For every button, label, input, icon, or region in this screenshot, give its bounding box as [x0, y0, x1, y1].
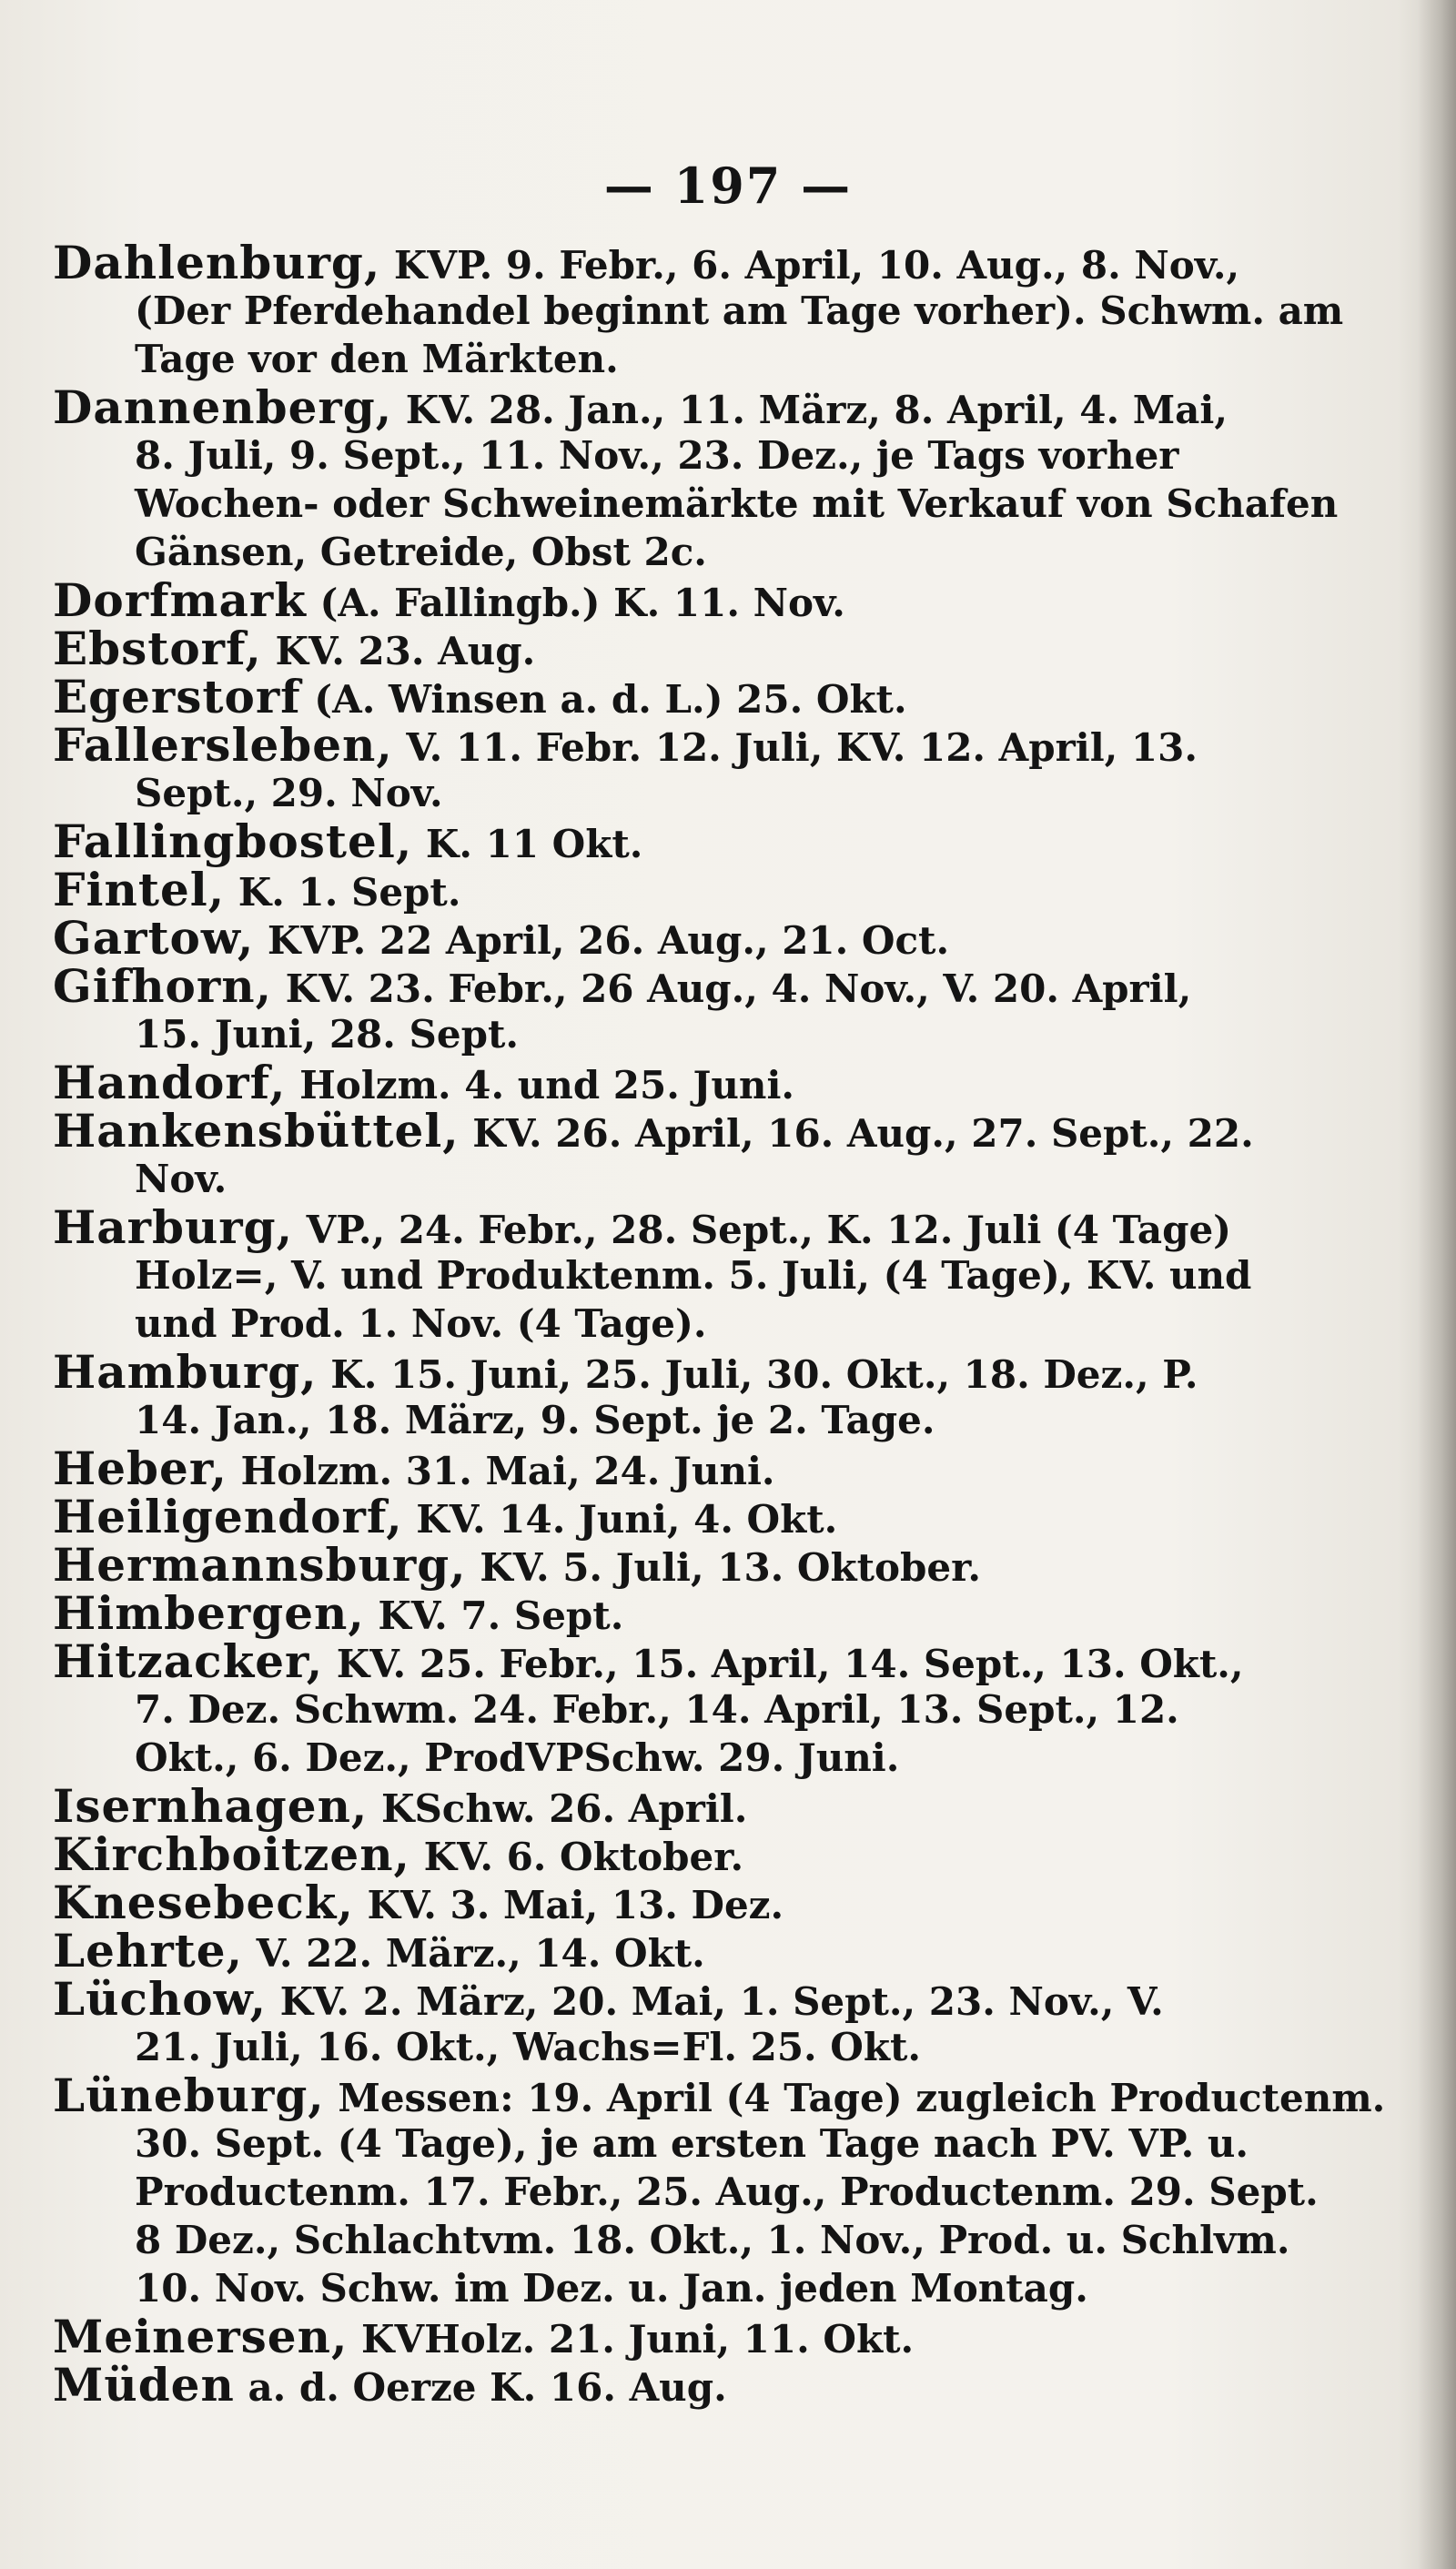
place-name: Hamburg,	[53, 1345, 318, 1399]
entry-text: 7. Dez. Schwm. 24. Febr., 14. April, 13. Sept., 12.	[135, 1687, 1179, 1732]
entry-text: KV. 5. Juli, 13. Oktober.	[466, 1545, 981, 1590]
entry-continuation-line	[53, 1010, 1190, 1058]
entry-text: (A. Winsen a. d. L.) 25. Okt.	[300, 677, 907, 722]
entry-first-line	[53, 1924, 1190, 1977]
entry-text: (A. Fallingb.) K. 11. Nov.	[306, 581, 845, 625]
market-entry	[53, 1779, 1190, 1833]
place-name: Kirchboitzen,	[53, 1827, 410, 1881]
entry-first-line	[53, 670, 1190, 723]
entry-first-line	[53, 1058, 1190, 1107]
entry-continuation-line	[53, 480, 1339, 528]
market-entry	[53, 2068, 1386, 2312]
entry-text: KV. 28. Jan., 11. März, 8. April, 4. Mai,	[392, 388, 1228, 432]
market-entry	[53, 814, 1190, 868]
page-edge-shadow	[1418, 0, 1456, 2569]
entry-text: V. 22. März., 14. Okt.	[242, 1931, 705, 1976]
entry-text: Holzm. 31. Mai, 24. Juni.	[227, 1449, 775, 1493]
entry-text: KV. 26. April, 16. Aug., 27. Sept., 22.	[459, 1111, 1254, 1156]
market-entries-list	[53, 236, 1386, 2412]
entry-continuation-line	[53, 769, 1190, 817]
place-name: Fallingbostel,	[53, 814, 413, 868]
entry-text: Holzm. 4. und 25. Juni.	[286, 1063, 795, 1108]
place-name: Himbergen,	[53, 1586, 365, 1640]
place-name: Hermannsburg,	[53, 1538, 467, 1592]
entry-continuation-line	[53, 287, 1344, 335]
entry-text: VP., 24. Febr., 28. Sept., K. 12. Juli (4 Tage)	[293, 1208, 1232, 1252]
entry-text: KV. 3. Mai, 13. Dez.	[353, 1883, 784, 1927]
entry-text: Okt., 6. Dez., ProdVPSchw. 29. Juni.	[135, 1735, 900, 1780]
market-entry	[53, 1827, 1190, 1881]
entry-first-line	[53, 1878, 1190, 1927]
entry-text: 8 Dez., Schlachtvm. 18. Okt., 1. Nov., Prod. u. Schlvm.	[135, 2218, 1290, 2262]
place-name: Handorf,	[53, 1056, 287, 1109]
entry-continuation-line	[53, 1396, 1190, 1444]
market-entry	[53, 959, 1192, 1058]
entry-first-line	[53, 1441, 1190, 1495]
entry-first-line	[53, 1827, 1190, 1881]
place-name: Heiligendorf,	[53, 1490, 403, 1543]
entry-text: KV. 23. Febr., 26 Aug., 4. Nov., V. 20. April,	[272, 966, 1192, 1011]
entry-text: 21. Juli, 16. Okt., Wachs=Fl. 25. Okt.	[135, 2025, 921, 2069]
entry-text: KSchw. 26. April.	[368, 1786, 748, 1831]
place-name: Hankensbüttel,	[53, 1104, 460, 1158]
entry-continuation-line	[53, 2119, 1249, 2168]
market-entry	[53, 1492, 1190, 1541]
entry-text: und Prod. 1. Nov. (4 Tage).	[135, 1301, 707, 1346]
market-entry	[53, 1586, 1190, 1640]
market-entry	[53, 1058, 1190, 1107]
market-entry	[53, 718, 1198, 817]
entry-first-line	[53, 624, 1190, 673]
entry-first-line	[53, 2358, 1190, 2412]
entry-first-line	[53, 1492, 1190, 1541]
entry-first-line	[53, 959, 1192, 1013]
market-entry	[53, 1634, 1244, 1782]
entry-continuation-line	[53, 2264, 1190, 2312]
place-name: Hitzacker,	[53, 1634, 324, 1688]
entry-text: Holz=, V. und Produktenm. 5. Juli, (4 Tage), KV. und	[135, 1253, 1252, 1298]
place-name: Gifhorn,	[53, 959, 273, 1013]
entry-first-line	[53, 814, 1190, 868]
entry-text: KV. 6. Oktober.	[410, 1835, 744, 1879]
entry-first-line	[53, 1200, 1232, 1254]
market-entry	[53, 1345, 1198, 1444]
market-entry	[53, 1441, 1190, 1495]
entry-text: KV. 2. März, 20. Mai, 1. Sept., 23. Nov., V.	[267, 1979, 1164, 2024]
market-entry	[53, 2312, 1190, 2361]
entry-text: KVP. 22 April, 26. Aug., 21. Oct.	[254, 918, 950, 963]
market-entry	[53, 911, 1190, 965]
place-name: Lüchow,	[53, 1972, 268, 2026]
entry-first-line	[53, 1779, 1190, 1833]
place-name: Egerstorf	[53, 670, 301, 723]
market-entry	[53, 670, 1190, 723]
market-entry	[53, 624, 1190, 673]
entry-continuation-line	[53, 2216, 1290, 2264]
entry-text: Nov.	[135, 1157, 228, 1201]
entry-text: KVP. 9. Febr., 6. April, 10. Aug., 8. Nov.,	[380, 243, 1240, 288]
place-name: Fallersleben,	[53, 718, 393, 772]
entry-text: Productenm. 17. Febr., 25. Aug., Productenm. 29. Sept.	[135, 2169, 1319, 2214]
entry-text: 10. Nov. Schw. im Dez. u. Jan. jeden Montag.	[135, 2266, 1088, 2311]
entry-first-line	[53, 2068, 1386, 2122]
entry-first-line	[53, 1634, 1244, 1688]
entry-text: 30. Sept. (4 Tage), je am ersten Tage nach PV. VP. u.	[135, 2121, 1249, 2166]
entry-continuation-line	[53, 2168, 1319, 2216]
entry-first-line	[53, 718, 1198, 772]
market-entry	[53, 1200, 1252, 1348]
market-entry	[53, 1924, 1190, 1977]
place-name: Lehrte,	[53, 1924, 243, 1977]
place-name: Isernhagen,	[53, 1779, 369, 1833]
place-name: Dannenberg,	[53, 380, 393, 434]
entry-continuation-line	[53, 335, 1190, 383]
entry-text: 15. Juni, 28. Sept.	[135, 1012, 519, 1057]
place-name: Meinersen,	[53, 2310, 349, 2363]
entry-continuation-line	[53, 528, 1190, 576]
entry-first-line	[53, 1972, 1190, 2026]
place-name: Müden	[53, 2358, 235, 2412]
entry-first-line	[53, 1586, 1190, 1640]
entry-text: KVHolz. 21. Juni, 11. Okt.	[348, 2317, 915, 2362]
entry-first-line	[53, 1345, 1198, 1399]
entry-text: K. 11 Okt.	[412, 822, 643, 866]
entry-text: Gänsen, Getreide, Obst 2c.	[135, 530, 707, 574]
entry-first-line	[53, 236, 1240, 289]
entry-text: KV. 7. Sept.	[364, 1593, 624, 1638]
entry-first-line	[53, 1104, 1254, 1158]
entry-text: a. d. Oerze K. 16. Aug.	[234, 2365, 727, 2410]
entry-continuation-line	[53, 2023, 1190, 2071]
market-entry	[53, 380, 1339, 576]
place-name: Harburg,	[53, 1200, 294, 1254]
place-name: Dahlenburg,	[53, 236, 381, 289]
market-entry	[53, 573, 1190, 627]
market-entry	[53, 1538, 1190, 1592]
market-entry	[53, 1878, 1190, 1927]
market-entry	[53, 236, 1344, 383]
entry-text: Wochen- oder Schweinemärkte mit Verkauf von Schafen	[135, 481, 1339, 526]
entry-text: V. 11. Febr. 12. Juli, KV. 12. April, 13.	[392, 725, 1198, 770]
entry-first-line	[53, 865, 1190, 914]
entry-first-line	[53, 1538, 1190, 1592]
entry-text: 14. Jan., 18. März, 9. Sept. je 2. Tage.	[135, 1398, 935, 1442]
entry-text: Tage vor den Märkten.	[135, 337, 619, 381]
entry-first-line	[53, 2312, 1190, 2361]
place-name: Heber,	[53, 1441, 228, 1495]
entry-text: Messen: 19. April (4 Tage) zugleich Productenm.	[324, 2076, 1386, 2120]
place-name: Lüneburg,	[53, 2068, 325, 2122]
entry-first-line	[53, 573, 1190, 627]
place-name: Dorfmark	[53, 573, 307, 627]
entry-first-line	[53, 380, 1228, 434]
place-name: Gartow,	[53, 911, 255, 965]
entry-text: KV. 25. Febr., 15. April, 14. Sept., 13. Okt.,	[323, 1642, 1244, 1686]
market-entry	[53, 1104, 1254, 1203]
market-entry	[53, 1972, 1190, 2071]
entry-text: KV. 23. Aug.	[261, 629, 536, 673]
entry-continuation-line	[53, 1685, 1190, 1734]
page-number: — 197 —	[603, 157, 853, 215]
entry-text: KV. 14. Juni, 4. Okt.	[402, 1497, 838, 1542]
market-entry	[53, 865, 1190, 914]
place-name: Fintel,	[53, 863, 226, 916]
entry-text: 8. Juli, 9. Sept., 11. Nov., 23. Dez., je Tags vorher	[135, 433, 1179, 478]
entry-text: K. 15. Juni, 25. Juli, 30. Okt., 18. Dez., P.	[317, 1352, 1198, 1397]
entry-continuation-line	[53, 431, 1190, 480]
place-name: Ebstorf,	[53, 622, 262, 675]
entry-text: Sept., 29. Nov.	[135, 771, 443, 815]
entry-text: (Der Pferdehandel beginnt am Tage vorher). Schwm. am	[135, 288, 1344, 333]
entry-text: K. 1. Sept.	[225, 870, 461, 915]
entry-continuation-line	[53, 1155, 1190, 1203]
entry-continuation-line	[53, 1734, 1190, 1782]
market-entry	[53, 2358, 1190, 2412]
place-name: Knesebeck,	[53, 1876, 354, 1929]
entry-continuation-line	[53, 1300, 1190, 1348]
entry-first-line	[53, 911, 1190, 965]
entry-continuation-line	[53, 1251, 1252, 1300]
